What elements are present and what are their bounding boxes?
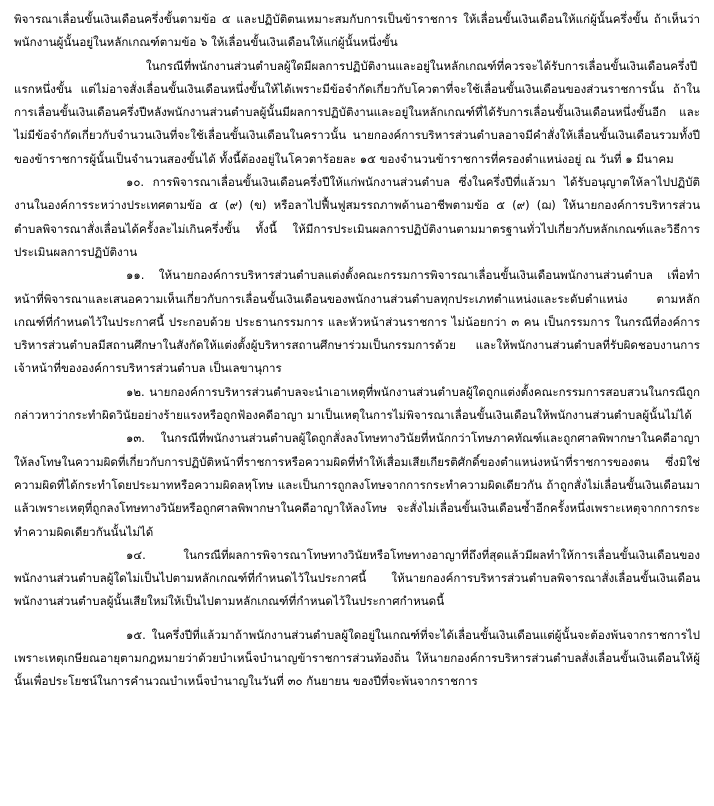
paragraph-text: พิจารณาเลื่อนขั้นเงินเดือนครึ่งขั้นตามข้อ ๕ และปฏิบัติตนเหมาะสมกับการเป็นข้าราชการ ให้เลื่อนขั้นเงินเดือนให้แก่ผู้นั้นครึ่งขั้น ถ้าเห็นว่าพนักงานผู้นั้นอยู่ในหลักเกณฑ์ตามข้อ ๖ ให้เลื่อนขั้นเงินเดือนให้แก่ผู้นั้นหนึ่งขั้น — [14, 12, 700, 50]
paragraph-text: ในกรณีที่พนักงานส่วนตำบลผู้ใดมีผลการปฏิบัติงานและอยู่ในหลักเกณฑ์ที่ควรจะได้รับการเลื่อนขั้นเงินเดือนครึ่งปีแรกหนึ่งขั้น แต่ไม่อาจสั่งเลื่อนขั้นเงินเดือนหนึ่งขั้นให้ได้เพราะมีข้อจำกัดเกี่ยวกับโควตาที่จะใช้เลื่อนขั้นเงินเดือนของส่วนราชการนั้น ถ้าในการเลื่อนขั้นเงินเดือนครึ่งปีหลังพนักงานส่วนตำบลผู้นั้นมีผลการปฏิบัติงานและอยู่ในหลักเกณฑ์ที่ได้รับการเลื่อนขั้นเงินเดือนหนึ่งขั้นอีก และไม่มีข้อจำกัดเกี่ยวกับจำนวนเงินที่จะใช้เลื่อนขั้นเงินเดือนในคราวนั้น นายกองค์การบริหารส่วนตำบลอาจมีคำสั่งให้เลื่อนขั้นเงินเดือนรวมทั้งปีของข้าราชการผู้นั้นเป็นจำนวนสองขั้นได้ ทั้งนี้ต้องอยู่ในโควตาร้อยละ ๑๕ ของจำนวนข้าราชการที่ครองตำแหน่งอยู่ ณ วันที่ ๑ มีนาคม — [14, 58, 700, 166]
paragraph-case — [14, 55, 700, 171]
paragraph-text: ในครึ่งปีที่แล้วมาถ้าพนักงานส่วนตำบลผู้ใดอยู่ในเกณฑ์ที่จะได้เลื่อนขั้นเงินเดือนแต่ผู้นั้นจะต้องพ้นจากราชการไปเพราะเหตุเกษียณอายุตามกฎหมายว่าด้วยบำเหน็จบำนาญข้าราชการส่วนท้องถิ่น ให้นายกองค์การบริหารส่วนตำบลสั่งเลื่อนขั้นเงินเดือนให้ผู้นั้นเพื่อประโยชน์ในการคำนวณบำเหน็จบำนาญในวันที่ ๓๐ กันยายน ของปีที่จะพ้นจากราชการ — [14, 627, 700, 689]
paragraph-text: นายกองค์การบริหารส่วนตำบลจะนำเอาเหตุที่พนักงานส่วนตำบลผู้ใดถูกแต่งตั้งคณะกรรมการสอบสวนในกรณีถูกกล่าวหาว่ากระทำผิดวินัยอย่างร้ายแรงหรือถูกฟ้องคดีอาญา มาเป็นเหตุในการไม่พิจารณาเลื่อนขั้นเงินเดือนให้พนักงานส่วนตำบลผู้นั้นไม่ได้ — [14, 384, 700, 423]
paragraph-10 — [14, 171, 700, 264]
paragraph-11 — [14, 264, 700, 380]
paragraph-text: ในกรณีที่ผลการพิจารณาโทษทางวินัยหรือโทษทางอาญาที่ถึงที่สุดแล้วมีผลทำให้การเลื่อนขั้นเงินเดือนของพนักงานส่วนตำบลผู้ใดไม่เป็นไปตามหลักเกณฑ์ที่กำหนดไว้ในประกาศนี้ ให้นายกองค์การบริหารส่วนตำบลพิจารณาสั่งเลื่อนขั้นเงินเดือนพนักงานส่วนตำบลผู้นั้นเสียใหม่ให้เป็นไปตามหลักเกณฑ์ที่กำหนดไว้ในประกาศกำหนดนี้ — [14, 547, 700, 609]
paragraph-text: ในกรณีที่พนักงานส่วนตำบลผู้ใดถูกสั่งลงโทษทางวินัยที่หนักกว่าโทษภาคทัณฑ์และถูกศาลพิพากษาในคดีอาญาให้ลงโทษในความผิดที่เกี่ยวกับการปฏิบัติหน้าที่ราชการหรือความผิดที่ทำให้เสื่อมเสียเกียรติศักดิ์ของตำแหน่งหน้าที่ราชการของตน ซึ่งมิใช่ความผิดที่ได้กระทำโดยประมาทหรือความผิดลหุโทษ และเป็นการถูกลงโทษจากการกระทำความผิดเดียวกัน ถ้าถูกสั่งไม่เลื่อนขั้นเงินเดือนมาแล้วเพราะเหตุที่ถูกลงโทษทางวินัยหรือถูกศาลพิพากษาในคดีอาญาให้ลงโทษ จะสั่งไม่เลื่อนขั้นเงินเดือนซ้ำอีกครั้งหนึ่งเพราะเหตุจากการกระทำความผิดเดียวกันนั้นไม่ได้ — [14, 431, 700, 539]
paragraph-15 — [14, 624, 700, 694]
paragraph-number: ๑๐. — [126, 175, 145, 190]
paragraph-13 — [14, 427, 700, 543]
paragraph-number: ๑๓. — [126, 431, 145, 446]
paragraph-14 — [14, 544, 700, 614]
paragraph-text: การพิจารณาเลื่อนขั้นเงินเดือนครึ่งปีให้แก่พนักงานส่วนตำบล ซึ่งในครึ่งปีที่แล้วมา ได้รับอนุญาตให้ลาไปปฏิบัติงานในองค์การระหว่างประเทศตามข้อ ๕ (๙) (ข) หรือลาไปฟื้นฟูสมรรถภาพด้านอาชีพตามข้อ ๕ (๙) (ฌ) ให้นายกองค์การบริหารส่วนตำบลพิจารณาสั่งเลื่อนได้ครั้งละไม่เกินครึ่งขั้น ทั้งนี้ ให้มีการประเมินผลการปฏิบัติงานตามมาตรฐานทั่วไปเกี่ยวกับหลักเกณฑ์และวิธีการประเมินผลการปฏิบัติงาน — [14, 175, 700, 259]
paragraph-intro — [14, 8, 700, 55]
paragraph-number: ๑๕. — [126, 627, 146, 642]
paragraph-number: ๑๑. — [126, 268, 145, 283]
paragraph-12 — [14, 381, 700, 428]
paragraph-text: ให้นายกองค์การบริหารส่วนตำบลแต่งตั้งคณะกรรมการพิจารณาเลื่อนขั้นเงินเดือนพนักงานส่วนตำบล เพื่อทำหน้าที่พิจารณาและเสนอความเห็นเกี่ยวกับการเลื่อนขั้นเงินเดือนของพนักงานส่วนตำบลทุกประเภทตำแหน่งและระดับตำแหน่ง ตามหลักเกณฑ์ที่กำหนดไว้ในประกาศนี้ ประกอบด้วย ประธานกรรมการ และหัวหน้าส่วนราชการ ไม่น้อยกว่า ๓ คน เป็นกรรมการ ในกรณีที่องค์การบริหารส่วนตำบลมีสถานศึกษาในสังกัดให้แต่งตั้งผู้บริหารสถานศึกษาร่วมเป็นกรรมการด้วย และให้พนักงานส่วนตำบลที่รับผิดชอบงานการเจ้าหน้าที่ขององค์การบริหารส่วนตำบล เป็นเลขานุการ — [14, 268, 700, 376]
paragraph-number: ๑๒. — [126, 384, 145, 399]
paragraph-number: ๑๔. — [126, 547, 146, 562]
